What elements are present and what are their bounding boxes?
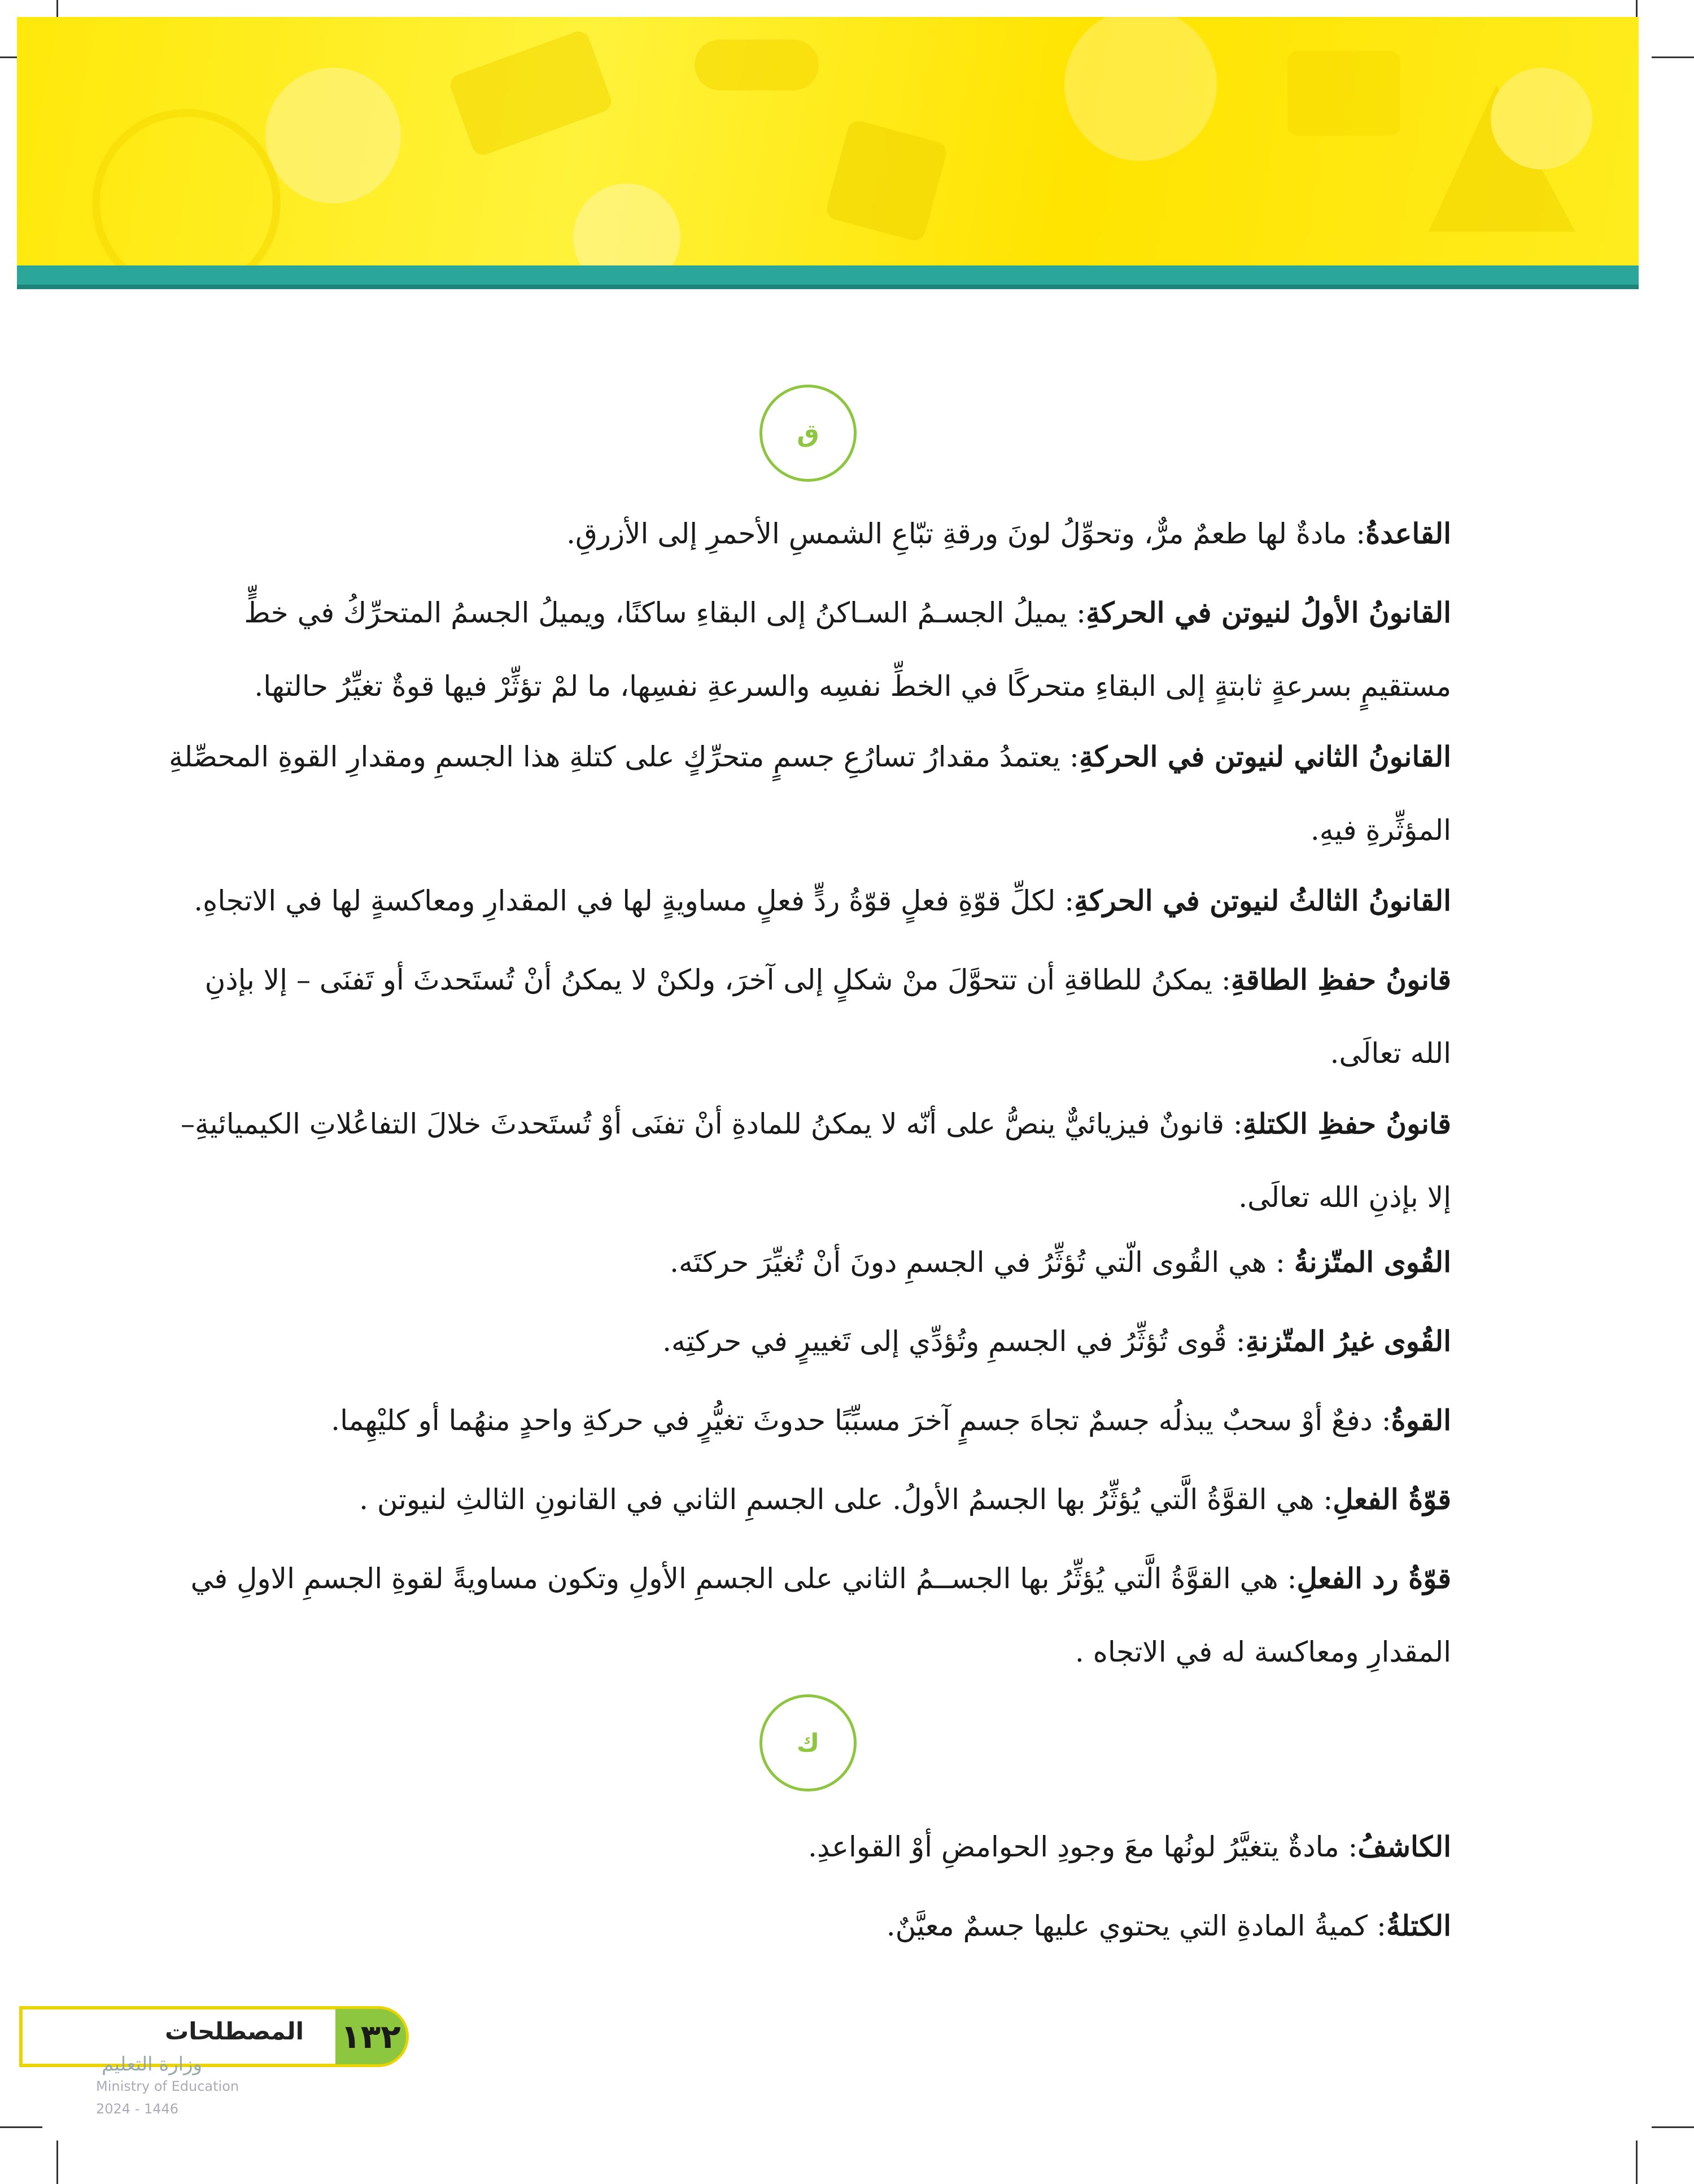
watermark-arabic: وزارة التعليم — [102, 2053, 202, 2076]
glossary-entry — [167, 576, 1451, 723]
entry-definition: : هي القُوى الّتي تُؤثِّرُ في الجسمِ دونَ أنْ تُغيِّرَ حركتَه. — [670, 1246, 1294, 1279]
glossary-entry — [167, 1810, 1451, 1884]
entry-term: القُوى غيرُ المتّزنةِ — [1245, 1324, 1451, 1358]
watermark-english: Ministry of Education — [96, 2078, 239, 2094]
entry-term: القاعدةُ — [1365, 517, 1451, 550]
entry-term: القُوى المتّزنةُ — [1294, 1245, 1451, 1279]
entry-term: القوةُ — [1391, 1403, 1451, 1437]
header-banner — [17, 17, 1639, 265]
glossary-entry — [167, 1889, 1451, 1963]
crop-mark — [1652, 56, 1694, 58]
glossary-entry — [167, 497, 1451, 570]
glossary-entry — [167, 720, 1451, 867]
entry-definition: : يمكنُ للطاقةِ أن تتحوَّلَ منْ شكلٍ إلى آخرَ، ولكنْ لا يمكنُ أنْ تُستَحدثَ أو تَفنَى – إلا بإذنِ الله تعالَى. — [204, 964, 1451, 1070]
entry-definition: : يميلُ الجسـمُ السـاكنُ إلى البقاءِ ساكنًا، ويميلُ الجسمُ المتحرِّكُ في خطٍّ مستقيمٍ بسرعةٍ ثابتةٍ إلى البقاءِ متحركًا في الخطِّ نفسِه والسرعةِ نفسِها، ما لمْ تؤثِّرْ فيها قوةٌ تغيِّرُ حالتها. — [244, 596, 1451, 703]
glossary-entry — [167, 943, 1451, 1090]
entry-definition: : يعتمدُ مقدارُ تسارُعِ جسمٍ متحرِّكٍ على كتلةِ هذا الجسمِ ومقدارِ القوةِ المحصِّلةِ المؤثِّرةِ فيهِ. — [169, 740, 1451, 847]
entry-term: الكتلةُ — [1386, 1909, 1451, 1942]
entry-term: القانونُ الثالثُ لنيوتن في الحركةِ — [1074, 884, 1451, 917]
glossary-entry — [167, 1305, 1451, 1378]
crop-mark — [56, 2141, 58, 2184]
decorative-shapes — [17, 17, 1639, 265]
page-number: ١٣٢ — [335, 2009, 406, 2064]
glossary-entry — [167, 1226, 1451, 1299]
crop-mark — [1636, 2141, 1638, 2184]
crop-mark — [1652, 2126, 1694, 2128]
entry-term: قوّةُ الفعلِ — [1333, 1483, 1451, 1516]
entry-term: قانونُ حفظِ الكتلةِ — [1242, 1107, 1451, 1140]
entry-term: قانونُ حفظِ الطاقةِ — [1230, 963, 1451, 996]
section-letter-badge: ك — [759, 1694, 857, 1791]
glossary-entry — [167, 1463, 1451, 1536]
watermark-year: 2024 - 1446 — [96, 2101, 179, 2117]
section-letter-badge: ق — [759, 385, 857, 482]
header-teal-stripe — [17, 265, 1639, 289]
entry-definition: : مادةٌ لها طعمٌ مرٌّ، وتحوِّلُ لونَ ورقةِ تبّاعِ الشمسِ الأحمرِ إلى الأزرقِ. — [566, 517, 1366, 550]
entry-definition: : قُوى تُؤثِّرُ في الجسمِ وتُؤدِّي إلى تَغييرٍ في حركتِه. — [662, 1325, 1246, 1358]
crop-mark — [0, 2126, 42, 2128]
entry-definition: : دفعٌ أوْ سحبٌ يبذلُه جسمٌ تجاهَ جسمٍ آخرَ مسبِّبًا حدوثَ تغيُّرٍ في حركةِ واحدٍ منهُما أو كليْهِما. — [331, 1404, 1391, 1437]
entry-definition: : قانونٌ فيزيائيٌّ ينصُّ على أنّه لا يمكنُ للمادةِ أنْ تفنَى أوْ تُستَحدثَ خلالَ التفاعُلاتِ الكيميائيةِ– إلا بإذنِ الله تعالَى. — [180, 1108, 1451, 1214]
entry-definition: : هي القوَّةُ الَّتي يُؤثِّرُ بها الجسمُ الأولُ. على الجسمِ الثاني في القانونِ الثالثِ لنيوتن . — [359, 1483, 1333, 1516]
entry-definition: : مادةٌ يتغيَّرُ لونُها معَ وجودِ الحوامضِ أوْ القواعدِ. — [807, 1830, 1358, 1863]
entry-definition: : كميةُ المادةِ التي يحتوي عليها جسمٌ معيَّنٌ. — [886, 1910, 1386, 1942]
footer-section-title: المصطلحات — [164, 2017, 304, 2045]
entry-definition: : هي القوَّةُ الَّتي يُؤثِّرُ بها الجســمُ الثاني على الجسمِ الأولِ وتكون مساويةً لقوةِ الجسمِ الاولِ في المقدارِ ومعاكسة له في الاتجاه . — [190, 1562, 1451, 1668]
entry-term: الكاشفُ — [1357, 1830, 1451, 1863]
glossary-entry — [167, 864, 1451, 938]
glossary-entry — [167, 1087, 1451, 1234]
entry-term: القانونُ الثاني لنيوتن في الحركةِ — [1079, 740, 1451, 773]
entry-definition: : لكلِّ قوّةِ فعلٍ قوّةُ ردٍّ فعلٍ مساويةٍ لها في المقدارِ ومعاكسةٍ لها في الاتجاهِ. — [194, 884, 1075, 917]
entry-term: القانونُ الأولُ لنيوتن في الحركةِ — [1085, 596, 1451, 629]
glossary-entry — [167, 1542, 1451, 1689]
entry-term: قوّةُ رد الفعلِ — [1296, 1562, 1451, 1595]
glossary-entry — [167, 1384, 1451, 1457]
